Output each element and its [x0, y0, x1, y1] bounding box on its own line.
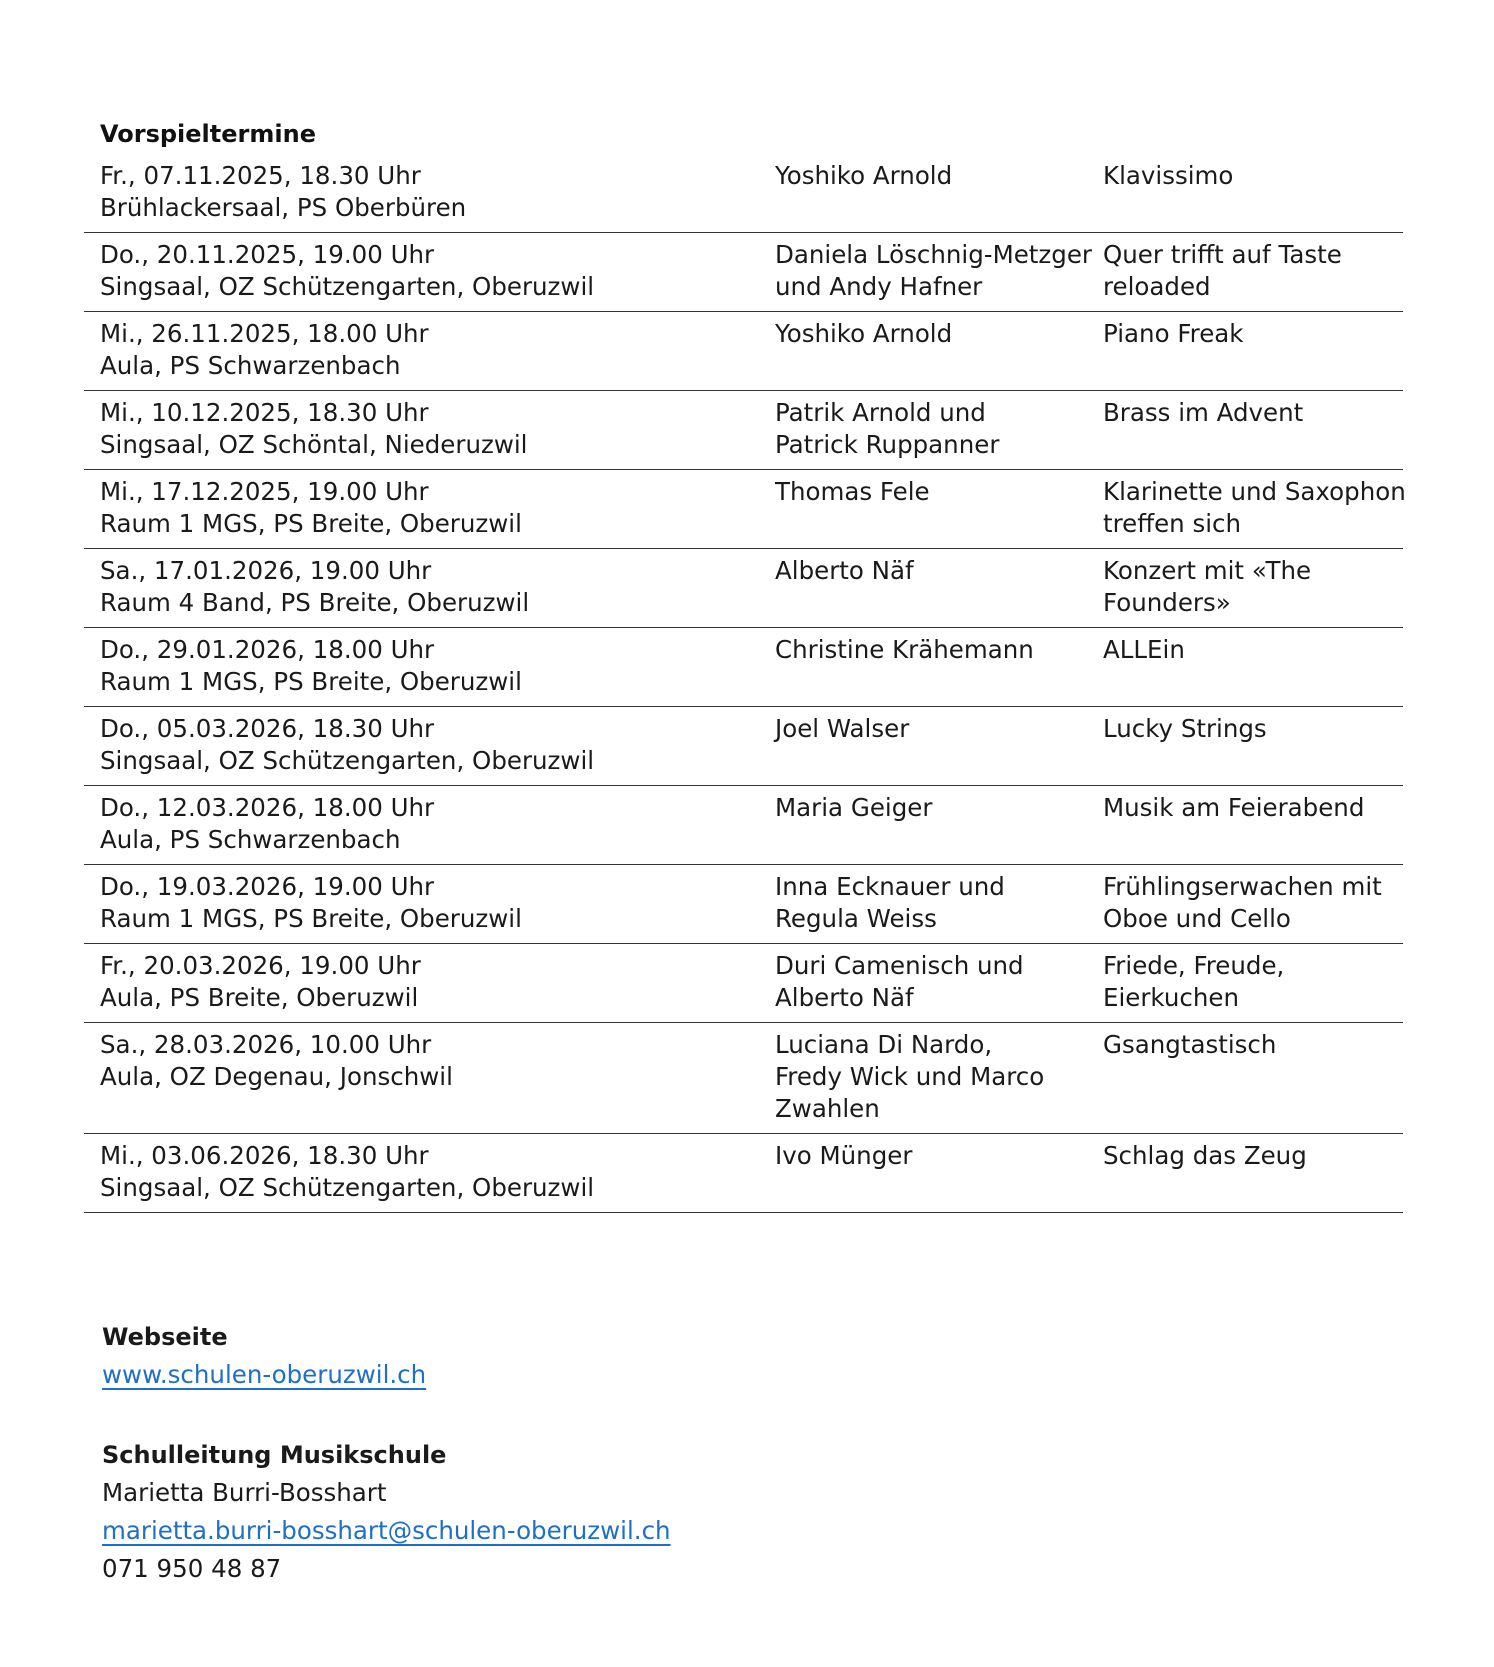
- event-title-cell: [1089, 312, 1403, 391]
- event-date: Do., 20.11.2025, 19.00 Uhr: [100, 240, 435, 269]
- event-date-location-cell: [84, 312, 759, 391]
- event-teachers-cell: [759, 391, 1090, 470]
- website-block: [102, 1318, 426, 1394]
- table-row: [84, 470, 1403, 549]
- event-title-cell: [1089, 160, 1403, 233]
- event-location: Aula, OZ Degenau, Jonschwil: [100, 1062, 453, 1091]
- event-location: Singsaal, OZ Schützengarten, Oberuzwil: [100, 272, 595, 301]
- event-date: Sa., 28.03.2026, 10.00 Uhr: [100, 1030, 432, 1059]
- event-title-cell: [1089, 707, 1403, 786]
- table-row: [84, 160, 1403, 233]
- section-title: Vorspieltermine: [100, 120, 316, 148]
- event-location: Singsaal, OZ Schützengarten, Oberuzwil: [100, 746, 595, 775]
- event-title-line: Musik am Feierabend: [1103, 793, 1365, 822]
- event-title-line: Oboe und Cello: [1103, 904, 1291, 933]
- event-teacher-line: Yoshiko Arnold: [775, 161, 953, 190]
- event-teachers-cell: [759, 160, 1090, 233]
- leadership-email-link[interactable]: marietta.burri-bosshart@schulen-oberuzwil.ch: [102, 1516, 671, 1545]
- table-row: [84, 944, 1403, 1023]
- event-title-line: Founders»: [1103, 588, 1231, 617]
- event-teacher-line: Maria Geiger: [775, 793, 933, 822]
- event-title-cell: [1089, 628, 1403, 707]
- event-teacher-line: Regula Weiss: [775, 904, 937, 933]
- event-teachers-cell: [759, 944, 1090, 1023]
- event-title-line: Gsangtastisch: [1103, 1030, 1277, 1059]
- event-teachers-cell: [759, 470, 1090, 549]
- event-date-location-cell: [84, 944, 759, 1023]
- event-teacher-line: und Andy Hafner: [775, 272, 983, 301]
- event-title-line: Konzert mit «The: [1103, 556, 1312, 585]
- event-teacher-line: Thomas Fele: [775, 477, 930, 506]
- event-title-line: Klarinette und Saxophon: [1103, 477, 1406, 506]
- event-title-line: Piano Freak: [1103, 319, 1244, 348]
- table-row: [84, 865, 1403, 944]
- event-teacher-line: Inna Ecknauer und: [775, 872, 1005, 901]
- event-title-line: Klavissimo: [1103, 161, 1234, 190]
- event-location: Aula, PS Breite, Oberuzwil: [100, 983, 419, 1012]
- event-date-location-cell: [84, 233, 759, 312]
- event-date: Sa., 17.01.2026, 19.00 Uhr: [100, 556, 432, 585]
- event-teachers-cell: [759, 628, 1090, 707]
- event-title-cell: [1089, 786, 1403, 865]
- event-teachers-cell: [759, 1134, 1090, 1213]
- website-link[interactable]: www.schulen-oberuzwil.ch: [102, 1360, 427, 1389]
- event-date: Mi., 26.11.2025, 18.00 Uhr: [100, 319, 429, 348]
- event-teacher-line: Ivo Münger: [775, 1141, 913, 1170]
- event-title-line: Schlag das Zeug: [1103, 1141, 1307, 1170]
- event-location: Aula, PS Schwarzenbach: [100, 351, 401, 380]
- event-teacher-line: Fredy Wick und Marco: [775, 1062, 1045, 1091]
- event-location: Brühlackersaal, PS Oberbüren: [100, 193, 467, 222]
- leadership-phone: 071 950 48 87: [102, 1554, 282, 1583]
- leadership-block: [102, 1436, 671, 1588]
- event-title-line: treffen sich: [1103, 509, 1242, 538]
- event-title-cell: [1089, 391, 1403, 470]
- event-teacher-line: Christine Krähemann: [775, 635, 1034, 664]
- event-teacher-line: Patrick Ruppanner: [775, 430, 1000, 459]
- event-title-cell: [1089, 944, 1403, 1023]
- event-title-line: reloaded: [1103, 272, 1211, 301]
- website-title: Webseite: [102, 1323, 228, 1351]
- event-teachers-cell: [759, 233, 1090, 312]
- event-title-cell: [1089, 549, 1403, 628]
- event-title-line: Quer trifft auf Taste: [1103, 240, 1342, 269]
- event-date-location-cell: [84, 470, 759, 549]
- table-row: [84, 1023, 1403, 1134]
- event-teachers-cell: [759, 549, 1090, 628]
- event-title-cell: [1089, 470, 1406, 549]
- event-title-cell: [1089, 865, 1403, 944]
- event-teachers-cell: [759, 786, 1090, 865]
- table-row: [84, 786, 1403, 865]
- event-teacher-line: Duri Camenisch und: [775, 951, 1024, 980]
- event-date-location-cell: [84, 865, 759, 944]
- event-teacher-line: Yoshiko Arnold: [775, 319, 953, 348]
- event-title-cell: [1089, 233, 1403, 312]
- event-date: Do., 29.01.2026, 18.00 Uhr: [100, 635, 435, 664]
- event-title-line: Frühlingserwachen mit: [1103, 872, 1382, 901]
- event-teacher-line: Joel Walser: [775, 714, 910, 743]
- event-title-line: Lucky Strings: [1103, 714, 1267, 743]
- event-date-location-cell: [84, 1023, 759, 1134]
- event-teachers-cell: [759, 865, 1090, 944]
- event-teachers-cell: [759, 1023, 1090, 1134]
- event-teacher-line: Alberto Näf: [775, 556, 914, 585]
- event-teacher-line: Alberto Näf: [775, 983, 914, 1012]
- event-teacher-line: Daniela Löschnig-Metzger: [775, 240, 1092, 269]
- table-row: [84, 549, 1403, 628]
- event-date: Do., 05.03.2026, 18.30 Uhr: [100, 714, 435, 743]
- event-title-line: Brass im Advent: [1103, 398, 1304, 427]
- table-row: [84, 1134, 1403, 1213]
- event-date-location-cell: [84, 1134, 759, 1213]
- event-location: Raum 1 MGS, PS Breite, Oberuzwil: [100, 904, 522, 933]
- event-teachers-cell: [759, 312, 1090, 391]
- event-location: Raum 1 MGS, PS Breite, Oberuzwil: [100, 667, 522, 696]
- event-title-line: ALLEin: [1103, 635, 1185, 664]
- event-date-location-cell: [84, 628, 759, 707]
- event-title-cell: [1089, 1134, 1403, 1213]
- event-date: Do., 19.03.2026, 19.00 Uhr: [100, 872, 435, 901]
- event-date-location-cell: [84, 786, 759, 865]
- event-title-cell: [1089, 1023, 1403, 1134]
- event-location: Raum 1 MGS, PS Breite, Oberuzwil: [100, 509, 522, 538]
- event-date-location-cell: [84, 707, 759, 786]
- event-title-line: Eierkuchen: [1103, 983, 1239, 1012]
- event-title-line: Friede, Freude,: [1103, 951, 1285, 980]
- event-teacher-line: Luciana Di Nardo,: [775, 1030, 993, 1059]
- event-date: Fr., 20.03.2026, 19.00 Uhr: [100, 951, 421, 980]
- schedule-body: [84, 160, 1406, 1213]
- event-teachers-cell: [759, 707, 1090, 786]
- schedule-table: [84, 160, 1406, 1213]
- event-date-location-cell: [84, 160, 759, 233]
- event-location: Aula, PS Schwarzenbach: [100, 825, 401, 854]
- event-teacher-line: Zwahlen: [775, 1094, 880, 1123]
- event-date: Fr., 07.11.2025, 18.30 Uhr: [100, 161, 421, 190]
- table-row: [84, 233, 1403, 312]
- event-location: Raum 4 Band, PS Breite, Oberuzwil: [100, 588, 530, 617]
- event-date: Mi., 10.12.2025, 18.30 Uhr: [100, 398, 429, 427]
- event-date-location-cell: [84, 549, 759, 628]
- event-location: Singsaal, OZ Schützengarten, Oberuzwil: [100, 1173, 595, 1202]
- table-row: [84, 628, 1403, 707]
- event-date-location-cell: [84, 391, 759, 470]
- leadership-title: Schulleitung Musikschule: [102, 1441, 447, 1469]
- event-date: Mi., 03.06.2026, 18.30 Uhr: [100, 1141, 429, 1170]
- table-row: [84, 391, 1403, 470]
- event-location: Singsaal, OZ Schöntal, Niederuzwil: [100, 430, 528, 459]
- event-date: Do., 12.03.2026, 18.00 Uhr: [100, 793, 435, 822]
- table-row: [84, 312, 1403, 391]
- table-row: [84, 707, 1403, 786]
- event-date: Mi., 17.12.2025, 19.00 Uhr: [100, 477, 429, 506]
- event-teacher-line: Patrik Arnold und: [775, 398, 986, 427]
- leadership-name: Marietta Burri-Bosshart: [102, 1478, 387, 1507]
